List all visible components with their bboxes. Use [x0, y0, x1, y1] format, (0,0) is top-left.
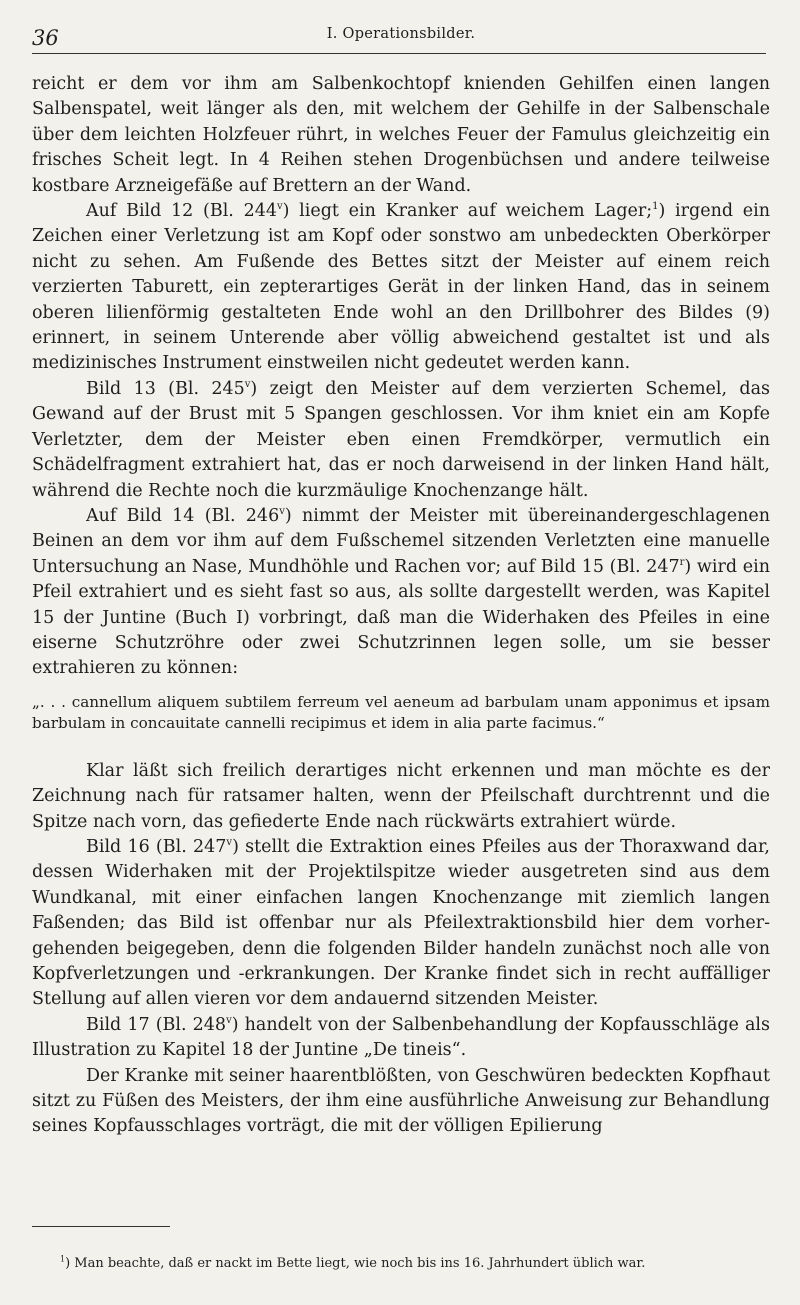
page-header: [32, 20, 770, 52]
paragraph-7-text-b: ) handelt von der Salbenbehandlung der Kopfausschläge als Illustration zu Kapitel 18 der Juntine „De tineis“.: [32, 1014, 770, 1061]
paragraph-1: reicht er dem vor ihm am Salbenkochtopf knienden Gehilfen einen langen Salbenspatel, weit länger als den, mit welchem der Gehilfe in der Salbenschale über dem leichten Holzfeuer rührt, in welches Feuer der Famulus gleichzeitig ein frisches Scheit legt. In 4 Reihen stehen Drogenbüchsen und andere teilweise kostbare Arzneigefäße auf Brettern an der Wand.: [32, 74, 770, 196]
paragraph-4: [32, 504, 770, 682]
paragraph-2-text-a: Auf Bild 12 (Bl. 244: [86, 201, 277, 222]
paragraph-3: [32, 377, 770, 504]
superscript-verso: v: [226, 1014, 232, 1026]
paragraph-8: Der Kranke mit seiner haarentblößten, von Geschwüren bedeckten Kopfhaut sitzt zu Füßen des Meisters, der ihm eine ausführliche Anweisung zur Behandlung seines Kopfausschlages vorträgt, die mit der völligen Epilierung: [32, 1065, 770, 1137]
paragraph-5: Klar läßt sich freilich derartiges nicht erkennen und man möchte es der Zeichnung nach für ratsamer halten, wenn der Pfeilschaft durchtrennt und die Spitze nach vorn, das gefiederte Ende nach rückwärts extrahiert würde.: [32, 760, 770, 832]
header-rule: [32, 53, 766, 54]
superscript-recto: r: [679, 556, 685, 568]
paragraph-2-text-c: ) irgend ein Zeichen einer Verletzung ist am Kopf oder sonstwo am unbedeckten Oberkörper nicht zu sehen. Am Fußende des Bettes sitzt der Meister auf einem reich verzierten Taburett, ein zepterartiges Gerät in der linken Hand, das in seinem oberen lilienförmig gestalteten Ende wohl an den Drillbohrer des Bildes (9) erinnert, in seinem Unterende aber völlig abweichend gestaltet ist und als medizinisches Instrument einstweilen nicht gedeutet werden kann.: [32, 201, 770, 374]
paragraph-2-text-b: ) liegt ein Kranker auf weichem Lager;: [282, 201, 653, 222]
body-text: [32, 72, 770, 1140]
paragraph-7: [32, 1013, 770, 1064]
latin-quotation: „. . . cannellum aliquem subtilem ferreum vel aeneum ad barbulam unam apponimus et ipsam barbulam in concauitate cannelli recipimus et idem in alia parte facimus.“: [32, 692, 770, 733]
running-title: I. Operationsbilder.: [326, 26, 476, 42]
superscript-verso: v: [244, 379, 251, 391]
page-number: 36: [32, 26, 59, 50]
paragraph-3-text-b: ) zeigt den Meister auf dem verzierten Schemel, das Gewand auf der Brust mit 5 Spangen geschlossen. Vor ihm kniet ein am Kopfe Verletzter, dem der Meister eben einen Fremdkörper, vermutlich ein Schädelfragment extrahiert hat, das er noch darweisend in der linken Hand hält, während die Rechte noch die kurzmäulige Knochenzange hält.: [32, 378, 770, 501]
footnote-rule: [32, 1226, 170, 1227]
paragraph-6-text-b: ) stellt die Extraktion eines Pfeiles aus der Thoraxwand dar, dessen Widerhaken mit der Projektilspitze wieder ausgetreten sind aus dem Wundkanal, mit einer einfachen langen Knochenzange mit ziemlich langen Faßenden; das Bild ist offenbar nur als Pfeilextraktionsbild hier dem vorhergehenden beigegeben, denn die folgenden Bilder handeln zunächst noch alle von Kopfverletzungen und -erkrankungen. Der Kranke findet sich in recht auffälliger Stellung auf allen vieren vor dem andauernd sitzenden Meister.: [32, 836, 770, 1010]
superscript-verso: v: [276, 201, 283, 213]
superscript-verso: v: [279, 506, 285, 518]
paragraph-6: [32, 835, 770, 1013]
paragraph-4-text-b: ) nimmt der Meister mit übereinandergeschlagenen Beinen an dem vor ihm auf dem Fußschemel sitzenden Verletzten eine manuelle Untersuchung an Nase, Mundhöhle und Rachen vor; auf Bild 15 (Bl. 247: [32, 505, 770, 577]
paragraph-4-text-a: Auf Bild 14 (Bl. 246: [86, 505, 280, 526]
footnote-ref: 1: [652, 201, 659, 213]
footnote: [60, 1255, 772, 1273]
paragraph-3-text-a: Bild 13 (Bl. 245: [86, 378, 245, 399]
paragraph-4-text-c: ) wird ein Pfeil extrahiert und es sieht fast so aus, als sollte dargestellt werden, was Kapitel 15 der Juntine (Buch I) vorbringt, daß man die Widerhaken des Pfeiles in eine eiserne Schutzröhre oder zwei Schutzrinnen legen solle, um sie besser extrahieren zu können:: [32, 556, 770, 679]
footnote-text: ) Man beachte, daß er nackt im Bette liegt, wie noch bis ins 16. Jahrhundert üblich war.: [65, 1256, 646, 1271]
paragraph-6-text-a: Bild 16 (Bl. 247: [86, 836, 227, 857]
paragraph-2: [32, 199, 770, 377]
footnote-marker: 1: [60, 1254, 66, 1264]
paragraph-7-text-a: Bild 17 (Bl. 248: [86, 1014, 227, 1035]
superscript-verso: v: [226, 837, 233, 849]
